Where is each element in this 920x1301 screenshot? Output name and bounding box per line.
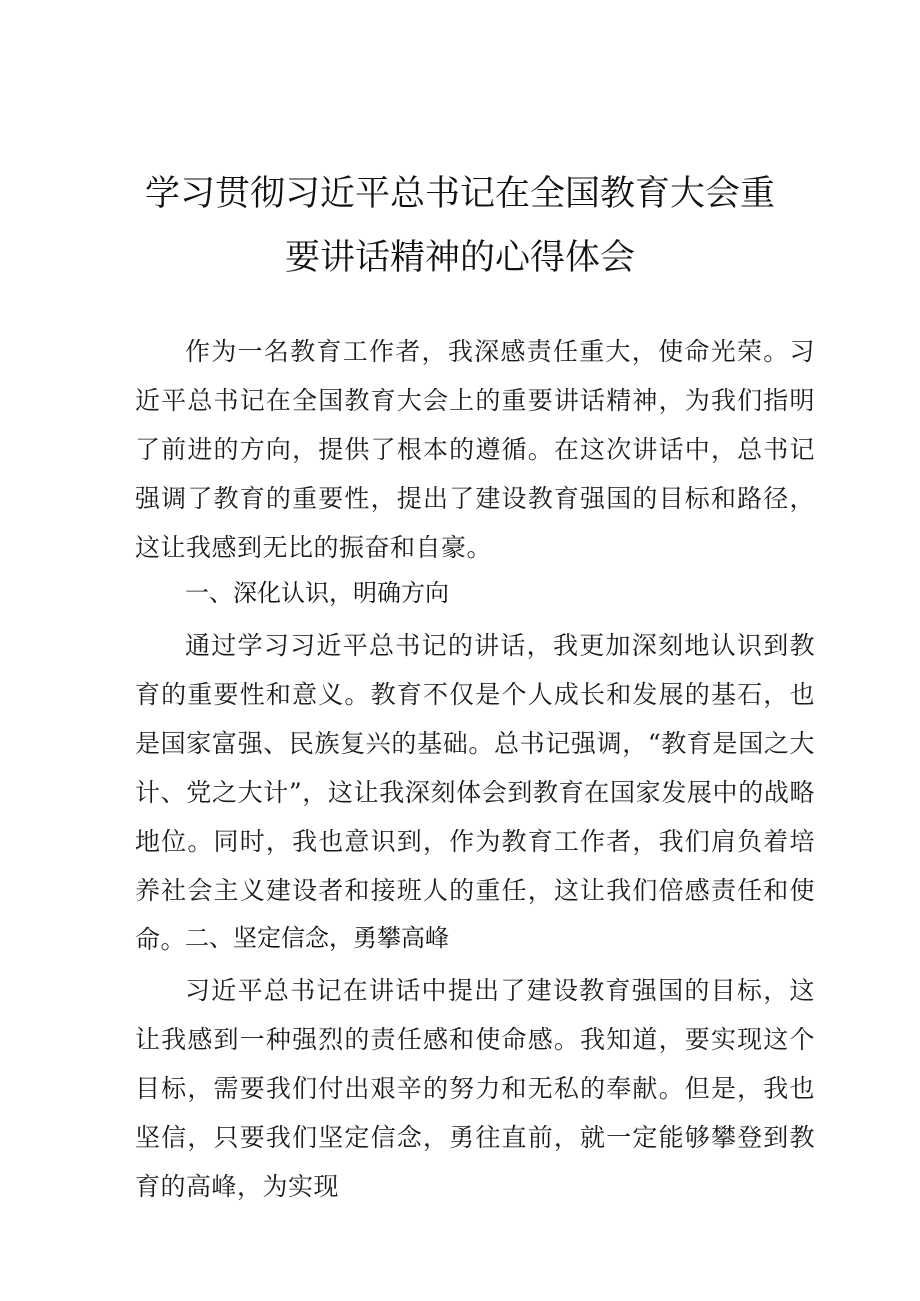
section-2-paragraph: 习近平总书记在讲话中提出了建设教育强国的目标，这让我感到一种强烈的责任感和使命感。我知道，要实现这个目标，需要我们付出艰辛的努力和无私的奉献。但是，我也坚信，只要我们坚定信念，勇往直前，就一定能够攀登到教育的高峰，为实现: [135, 976, 815, 1201]
section-2-heading: 二、坚定信念，勇攀高峰: [185, 924, 449, 952]
intro-paragraph: 作为一名教育工作者，我深感责任重大，使命光荣。习近平总书记在全国教育大会上的重要讲话精神，为我们指明了前进的方向，提供了根本的遵循。在这次讲话中，总书记强调了教育的重要性，提出了建设教育强国的目标和路径，这让我感到无比的振奋和自豪。: [135, 337, 815, 562]
document-title-line-1: 学习贯彻习近平总书记在全国教育大会重: [144, 174, 775, 214]
section-1-heading: 一、深化认识，明确方向: [185, 579, 449, 607]
document-title-line-2: 要讲话精神的心得体会: [284, 238, 635, 278]
section-1-paragraph: 通过学习习近平总书记的讲话，我更加深刻地认识到教育的重要性和意义。教育不仅是个人成长和发展的基石，也是国家富强、民族复兴的基础。总书记强调，“教育是国之大计、党之大计”，这让我深刻体会到教育在国家发展中的战略地位。同时，我也意识到，作为教育工作者，我们肩负着培养社会主义建设者和接班人的重任，这让我们倍感责任和使命。: [135, 631, 815, 954]
